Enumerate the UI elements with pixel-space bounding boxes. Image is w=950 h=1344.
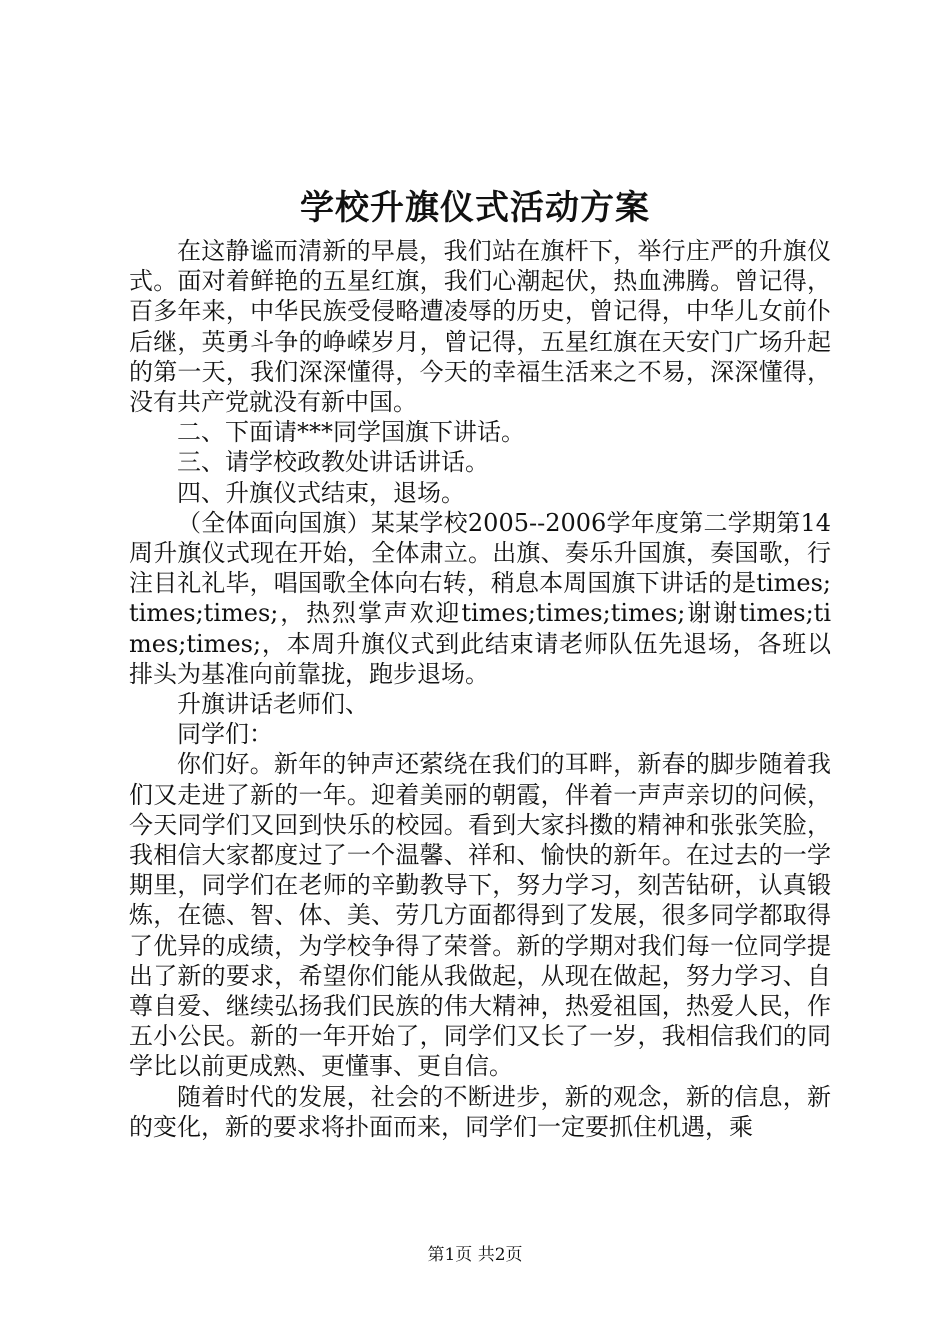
paragraph-greeting: 你们好。新年的钟声还萦绕在我们的耳畔，新春的脚步随着我们又走进了新的一年。迎着美丽的朝霞，伴着一声声亲切的问候，今天同学们又回到快乐的校园。看到大家抖擞的精神和张张笑脸，我相信大家都度过了一个温馨、祥和、愉快的新年。在过去的一学期里，同学们在老师的辛勤教导下，努力学习，刻苦钻研，认真锻炼，在德、智、体、美、劳几方面都得到了发展，很多同学都取得了优异的成绩，为学校争得了荣誉。新的学期对我们每一位同学提出了新的要求，希望你们能从我做起，从现在做起，努力学习、自尊自爱、继续弘扬我们民族的伟大精神，热爱祖国，热爱人民，作五小公民。新的一年开始了，同学们又长了一岁，我相信我们的同学比以前更成熟、更懂事、更自信。 [129, 750, 831, 1081]
paragraph-item-four: 四、升旗仪式结束，退场。 [177, 478, 465, 507]
paragraph-speech-heading: 升旗讲话老师们、 [177, 690, 369, 719]
paragraph-item-two: 二、下面请***同学国旗下讲话。 [177, 418, 525, 447]
paragraph-item-three: 三、请学校政教处讲话讲话。 [177, 448, 489, 477]
paragraph-salutation: 同学们： [177, 720, 273, 749]
page-footer: 第1页 共2页 [427, 1245, 523, 1265]
document-title: 学校升旗仪式活动方案 [300, 188, 650, 228]
paragraph-development: 随着时代的发展，社会的不断进步，新的观念，新的信息，新的变化，新的要求将扑面而来，同学们一定要抓住机遇，乘 [129, 1082, 831, 1141]
document-body [129, 236, 831, 1142]
paragraph-ceremony-script: （全体面向国旗）某某学校2005--2006学年度第二学期第14周升旗仪式现在开始，全体肃立。出旗、奏乐升国旗，奏国歌，行注目礼礼毕，唱国歌全体向右转，稍息本周国旗下讲话的是times;times;times;，热烈掌声欢迎times;times;times;谢谢times;times;times;，本周升旗仪式到此结束请老师队伍先退场，各班以排头为基准向前靠拢，跑步退场。 [129, 508, 831, 688]
paragraph-intro: 在这静谧而清新的早晨，我们站在旗杆下，举行庄严的升旗仪式。面对着鲜艳的五星红旗，我们心潮起伏，热血沸腾。曾记得，百多年来，中华民族受侵略遭凌辱的历史，曾记得，中华儿女前仆后继，英勇斗争的峥嵘岁月，曾记得，五星红旗在天安门广场升起的第一天，我们深深懂得，今天的幸福生活来之不易，深深懂得，没有共产党就没有新中国。 [129, 237, 831, 417]
